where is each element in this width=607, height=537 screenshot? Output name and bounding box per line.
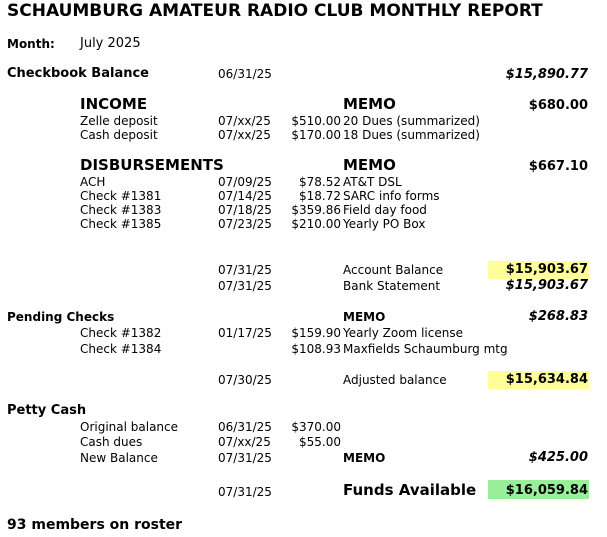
disbursement-date: 07/18/25 xyxy=(218,203,272,217)
pending-amount: $159.90 xyxy=(291,326,341,340)
income-amount: $170.00 xyxy=(291,128,341,142)
month-value: July 2025 xyxy=(80,36,141,51)
pending-name: Check #1384 xyxy=(80,342,162,356)
income-name: Cash deposit xyxy=(80,128,158,142)
disbursement-memo: AT&T DSL xyxy=(343,175,402,189)
income-date: 07/xx/25 xyxy=(218,114,271,128)
disbursement-date: 07/09/25 xyxy=(218,175,272,189)
pending-total: $268.83 xyxy=(528,309,588,324)
adjusted-date: 07/30/25 xyxy=(218,373,272,387)
account-balance-label: Account Balance xyxy=(343,263,444,277)
bank-statement-amount: $15,903.67 xyxy=(505,278,588,293)
disbursement-amount: $18.72 xyxy=(299,189,341,203)
disbursement-amount: $78.52 xyxy=(299,175,341,189)
disbursement-memo: SARC info forms xyxy=(343,189,440,203)
disbursement-memo: Field day food xyxy=(343,203,427,217)
checkbook-label: Checkbook Balance xyxy=(7,66,149,81)
pending-date: 01/17/25 xyxy=(218,326,272,340)
petty-name: Original balance xyxy=(80,420,179,434)
income-memo: 18 Dues (summarized) xyxy=(343,128,480,142)
disbursements-header: DISBURSEMENTS xyxy=(80,156,224,174)
funds-date: 07/31/25 xyxy=(218,485,272,499)
petty-name: Cash dues xyxy=(80,435,143,449)
income-date: 07/xx/25 xyxy=(218,128,271,142)
pending-name: Check #1382 xyxy=(80,326,162,340)
account-balance-date: 07/31/25 xyxy=(218,263,272,277)
members-count: 93 members on roster xyxy=(7,517,183,533)
income-memo: 20 Dues (summarized) xyxy=(343,114,480,128)
petty-name: New Balance xyxy=(80,451,158,465)
funds-amount: $16,059.84 xyxy=(505,483,588,498)
disbursement-date: 07/14/25 xyxy=(218,189,272,203)
income-header: INCOME xyxy=(80,95,148,113)
checkbook-date: 06/31/25 xyxy=(218,67,272,81)
pending-memo: Yearly Zoom license xyxy=(343,326,463,340)
petty-total: $425.00 xyxy=(528,450,588,465)
disbursement-memo: Yearly PO Box xyxy=(343,217,426,231)
bank-statement-date: 07/31/25 xyxy=(218,279,272,293)
petty-date: 06/31/25 xyxy=(218,420,272,434)
pending-label: Pending Checks xyxy=(7,310,115,324)
funds-label: Funds Available xyxy=(343,481,477,499)
account-balance-amount: $15,903.67 xyxy=(505,262,588,277)
income-memo-header: MEMO xyxy=(343,95,396,113)
petty-memo-header: MEMO xyxy=(343,451,386,465)
disbursements-total: $667.10 xyxy=(528,159,588,174)
report-title: SCHAUMBURG AMATEUR RADIO CLUB MONTHLY REPORT xyxy=(7,1,543,21)
disbursements-memo-header: MEMO xyxy=(343,156,396,174)
disbursement-date: 07/23/25 xyxy=(218,217,272,231)
bank-statement-label: Bank Statement xyxy=(343,279,441,293)
petty-label: Petty Cash xyxy=(7,403,87,418)
disbursement-name: Check #1385 xyxy=(80,217,162,231)
month-label: Month: xyxy=(7,37,55,51)
disbursement-amount: $359.86 xyxy=(291,203,341,217)
pending-amount: $108.93 xyxy=(291,342,341,356)
adjusted-label: Adjusted balance xyxy=(343,373,447,387)
petty-date: 07/xx/25 xyxy=(218,435,271,449)
income-amount: $510.00 xyxy=(291,114,341,128)
disbursement-amount: $210.00 xyxy=(291,217,341,231)
checkbook-amount: $15,890.77 xyxy=(505,67,588,82)
petty-amount: $370.00 xyxy=(291,420,341,434)
petty-date: 07/31/25 xyxy=(218,451,272,465)
pending-memo-header: MEMO xyxy=(343,310,386,324)
petty-amount: $55.00 xyxy=(299,435,341,449)
pending-memo: Maxfields Schaumburg mtg xyxy=(343,342,508,356)
disbursement-name: Check #1381 xyxy=(80,189,162,203)
income-name: Zelle deposit xyxy=(80,114,158,128)
disbursement-name: ACH xyxy=(80,175,106,189)
disbursement-name: Check #1383 xyxy=(80,203,162,217)
adjusted-amount: $15,634.84 xyxy=(505,372,588,387)
income-total: $680.00 xyxy=(528,98,588,113)
